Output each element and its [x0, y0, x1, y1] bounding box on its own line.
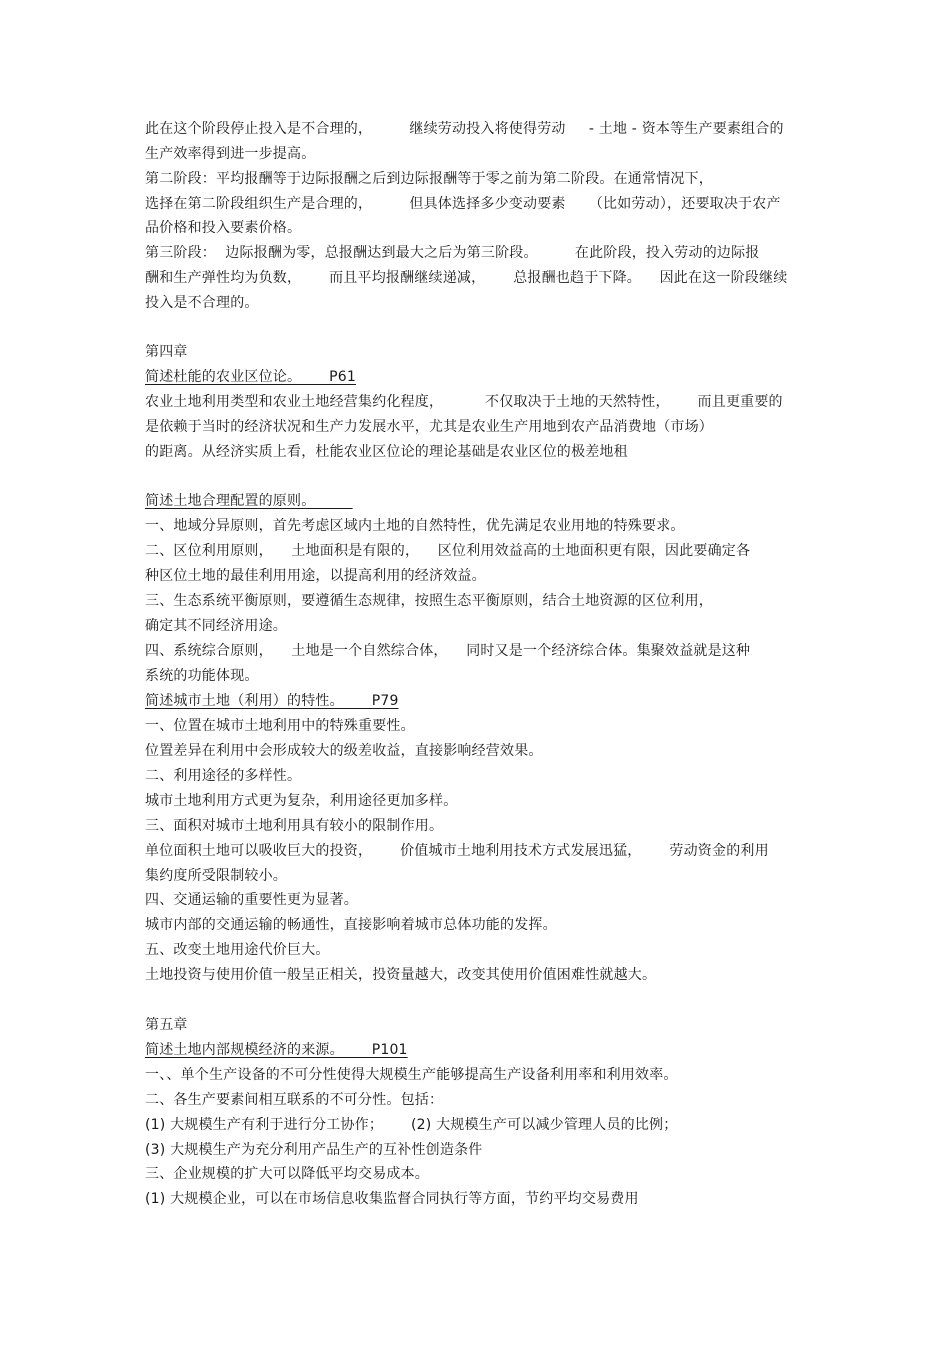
text-line: 农业土地利用类型和农业土地经营集约化程度， 不仅取决于土地的天然特性， 而且更重要的 [145, 394, 783, 410]
text-line: 的距离。从经济实质上看，杜能农业区位论的理论基础是农业区位的极差地租 [145, 444, 628, 460]
text-line: 二、各生产要素间相互联系的不可分性。包括： [145, 1092, 444, 1108]
text-line: 系统的功能体现。 [145, 668, 259, 684]
text-line: 城市土地利用方式更为复杂，利用途径更加多样。 [145, 793, 458, 809]
text-line: 二、利用途径的多样性。 [145, 768, 302, 784]
text-line: 种区位土地的最佳利用用途，以提高利用的经济效益。 [145, 568, 486, 584]
text-line: 一、、单个生产设备的不可分性使得大规模生产能够提高生产设备利用率和利用效率。 [145, 1067, 678, 1083]
text-line: 第二阶段：平均报酬等于边际报酬之后到边际报酬等于零之前为第二阶段。在通常情况下， [145, 171, 713, 187]
text-line: 酬和生产弹性均为负数， 而且平均报酬继续递减， 总报酬也趋于下降。 因此在这一阶段继续 [145, 270, 788, 286]
text-line: (3) 大规模生产为充分利用产品生产的互补性创造条件 [145, 1142, 483, 1158]
section-heading: 简述城市土地（利用）的特性。 P79 [145, 693, 399, 709]
section-heading: 简述杜能的农业区位论。 P61 [145, 369, 356, 385]
text-line: 一、位置在城市土地利用中的特殊重要性。 [145, 718, 415, 734]
text-line: 四、系统综合原则， 土地是一个自然综合体， 同时又是一个经济综合体。集聚效益就是这种 [145, 643, 751, 659]
text-line: 三、面积对城市土地利用具有较小的限制作用。 [145, 818, 444, 834]
text-line: 单位面积土地可以吸收巨大的投资， 价值城市土地利用技术方式发展迅猛， 劳动资金的利用 [145, 843, 769, 859]
text-line: 二、区位利用原则， 土地面积是有限的， 区位利用效益高的土地面积更有限，因此要确定各 [145, 543, 751, 559]
text-line: 位置差异在利用中会形成较大的级差收益，直接影响经营效果。 [145, 743, 543, 759]
text-line: 集约度所受限制较小。 [145, 868, 287, 884]
chapter-heading: 第五章 [145, 1017, 188, 1033]
section-heading: 简述土地合理配置的原则。 [145, 493, 353, 509]
text-line: 是依赖于当时的经济状况和生产力发展水平，尤其是农业生产用地到农产品消费地（市场） [145, 419, 713, 435]
text-line: 城市内部的交通运输的畅通性，直接影响着城市总体功能的发挥。 [145, 917, 557, 933]
text-line: 此在这个阶段停止投入是不合理的， 继续劳动投入将使得劳动 - 土地 - 资本等生产要素组合的 [145, 121, 784, 137]
text-line: 一、地域分异原则，首先考虑区域内土地的自然特性，优先满足农业用地的特殊要求。 [145, 518, 685, 534]
text-line: 生产效率得到进一步提高。 [145, 146, 316, 162]
chapter-heading: 第四章 [145, 344, 188, 360]
section-heading: 简述土地内部规模经济的来源。 P101 [145, 1042, 408, 1058]
text-line: 土地投资与使用价值一般呈正相关，投资量越大，改变其使用价值困难性就越大。 [145, 967, 657, 983]
text-line: (1) 大规模生产有利于进行分工协作； (2) 大规模生产可以减少管理人员的比例； [145, 1117, 678, 1133]
text-line: (1) 大规模企业，可以在市场信息收集监督合同执行等方面，节约平均交易费用 [145, 1191, 639, 1207]
text-line: 选择在第二阶段组织生产是合理的， 但具体选择多少变动要素 （比如劳动），还要取决于农产 [145, 196, 781, 212]
text-line: 三、生态系统平衡原则，要遵循生态规律，按照生态平衡原则，结合土地资源的区位利用， [145, 593, 713, 609]
text-line: 三、企业规模的扩大可以降低平均交易成本。 [145, 1166, 429, 1182]
text-line: 四、交通运输的重要性更为显著。 [145, 892, 358, 908]
text-line: 品价格和投入要素价格。 [145, 220, 302, 236]
text-line: 五、改变土地用途代价巨大。 [145, 942, 330, 958]
text-line: 确定其不同经济用途。 [145, 618, 287, 634]
text-line: 第三阶段： 边际报酬为零，总报酬达到最大之后为第三阶段。 在此阶段，投入劳动的边际报 [145, 245, 760, 261]
text-line: 投入是不合理的。 [145, 295, 259, 311]
